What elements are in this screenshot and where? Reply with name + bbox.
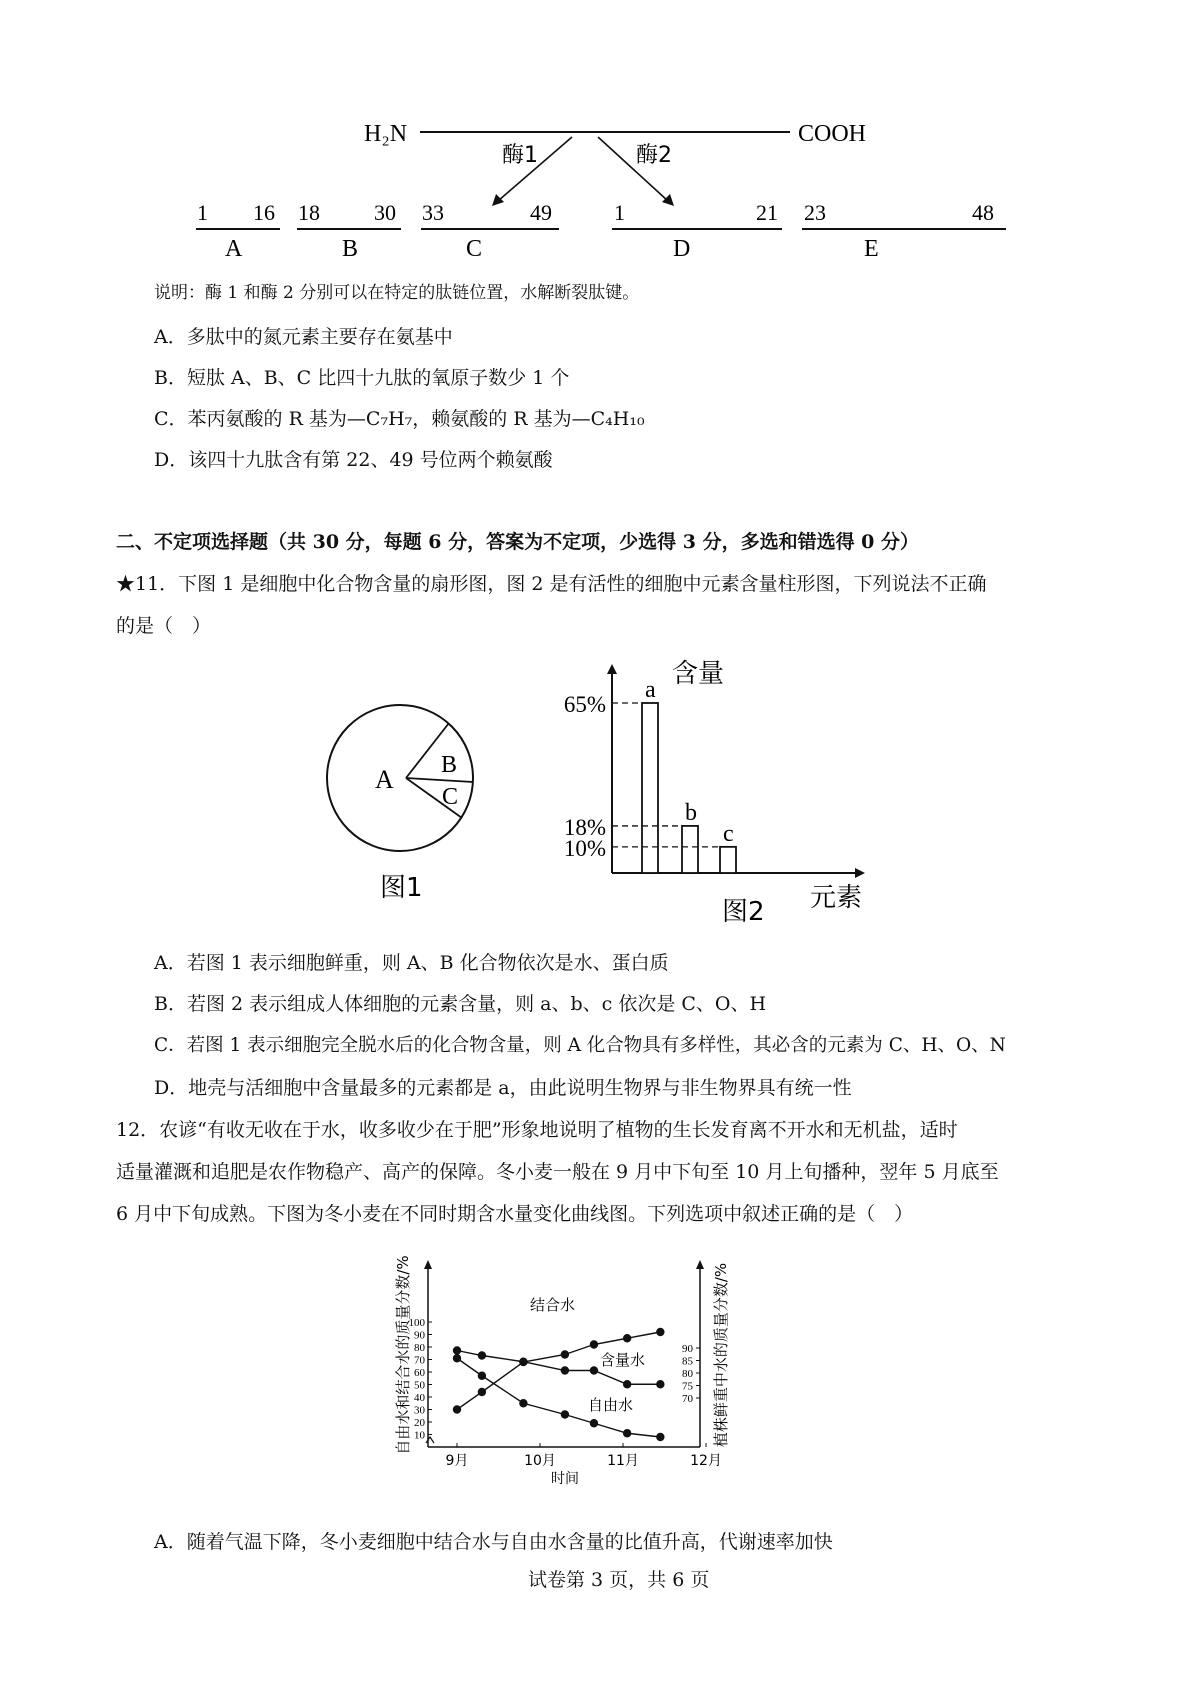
- x-tick-label: 11月: [607, 1453, 639, 1469]
- bar-b: [682, 826, 698, 873]
- q11-stem-line1: ★11．下图 1 是细胞中化合物含量的扇形图，图 2 是有活性的细胞中元素含量柱形图，下列说法不正确: [116, 573, 987, 595]
- svg-text:48: 48: [972, 200, 994, 225]
- x-tick-label: 9月: [445, 1453, 469, 1469]
- series-point-结合水: [590, 1340, 598, 1348]
- svg-text:23: 23: [804, 200, 826, 225]
- series-label-结合水: 结合水: [530, 1296, 576, 1314]
- series-point-自由水: [590, 1419, 598, 1427]
- pie-label-a: A: [375, 765, 394, 794]
- svg-text:18: 18: [298, 200, 320, 225]
- diagram-note: 说明：酶 1 和酶 2 分别可以在特定的肽链位置，水解断裂肽键。: [154, 283, 640, 303]
- series-point-结合水: [623, 1334, 631, 1342]
- right-y-tick-label: 70: [682, 1393, 693, 1405]
- q12-stem-line2: 适量灌溉和追肥是农作物稳产、高产的保障。冬小麦一般在 9 月中下旬至 10 月上旬播种，翌年 5 月底至: [116, 1161, 999, 1183]
- bar-c: [720, 847, 736, 873]
- q12-stem-line3: 6 月中下旬成熟。下图为冬小麦在不同时期含水量变化曲线图。下列选项中叙述正确的是（ ）: [116, 1203, 914, 1225]
- q10-option-c: C．苯丙氨酸的 R 基为—C₇H₇，赖氨酸的 R 基为—C₄H₁₀: [154, 408, 645, 430]
- left-y-tick-label: 20: [414, 1417, 425, 1429]
- svg-text:1: 1: [197, 200, 208, 225]
- series-point-含量水: [519, 1358, 527, 1366]
- bar-a: [642, 703, 658, 873]
- svg-text:E: E: [864, 236, 879, 262]
- line-left-y-arrow: [424, 1260, 432, 1269]
- bar-y-axis-label: 含量: [672, 659, 725, 689]
- right-y-tick-label: 75: [682, 1380, 693, 1393]
- svg-text:33: 33: [422, 200, 444, 225]
- right-y-tick-label: 80: [682, 1368, 693, 1380]
- q10-option-b: B．短肽 A、B、C 比四十九肽的氧原子数少 1 个: [154, 367, 570, 389]
- series-point-自由水: [519, 1399, 527, 1407]
- page-footer: 试卷第 3 页，共 6 页: [528, 1569, 710, 1591]
- left-y-tick-label: 90: [414, 1329, 425, 1342]
- section2-title: 二、不定项选择题（共 30 分，每题 6 分，答案为不定项，少选得 3 分，多选和错选得 0 分）: [116, 531, 920, 553]
- pie-label-c: C: [442, 784, 459, 810]
- enzyme1-arrowhead: [492, 194, 504, 206]
- enzyme2-arrowhead: [662, 194, 674, 206]
- bar-x-axis-arrow: [855, 868, 865, 878]
- bar-y-tick-b: 18%: [563, 814, 606, 840]
- pie-label-b: B: [441, 752, 458, 778]
- x-tick-label: 10月: [524, 1453, 556, 1469]
- q10-option-a: A．多肽中的氮元素主要存在氨基中: [154, 326, 453, 348]
- bar-label-b: b: [685, 799, 697, 826]
- bar-y-tick-a: 65%: [563, 692, 606, 717]
- pie-slice-bc-edge: [406, 778, 473, 782]
- left-y-tick-label: 80: [414, 1342, 425, 1354]
- svg-text:A: A: [225, 236, 243, 262]
- figure1-pie: [320, 690, 480, 910]
- left-y-tick-label: 10: [414, 1429, 425, 1442]
- bar-label-a: a: [645, 677, 656, 703]
- svg-text:16: 16: [253, 200, 275, 225]
- line-right-y-axis-label: 植株鲜重中水的质量分数/%: [712, 1262, 730, 1448]
- svg-text:1: 1: [614, 200, 625, 225]
- c-terminus-label: COOH: [798, 121, 867, 147]
- series-point-自由水: [453, 1354, 461, 1362]
- series-point-自由水: [478, 1372, 486, 1380]
- x-tick-label: 12月: [690, 1453, 722, 1469]
- figure2-bar-chart: [563, 650, 880, 930]
- left-y-tick-label: 70: [414, 1354, 425, 1367]
- series-point-含量水: [590, 1366, 598, 1374]
- series-label-含量水: 含量水: [600, 1351, 646, 1369]
- series-point-含量水: [478, 1351, 486, 1359]
- left-y-tick-label: 60: [414, 1367, 425, 1379]
- series-label-自由水: 自由水: [588, 1396, 634, 1414]
- series-point-自由水: [561, 1410, 569, 1418]
- series-point-自由水: [623, 1429, 631, 1437]
- q11-option-d: D．地壳与活细胞中含量最多的元素都是 a，由此说明生物界与非生物界具有统一性: [154, 1077, 852, 1099]
- series-point-含量水: [656, 1380, 664, 1388]
- q12-option-a: A．随着气温下降，冬小麦细胞中结合水与自由水含量的比值升高，代谢速率加快: [154, 1531, 833, 1553]
- series-point-结合水: [561, 1350, 569, 1358]
- n-terminus-label: H₂N: [364, 121, 408, 147]
- series-point-结合水: [453, 1405, 461, 1413]
- svg-text:B: B: [342, 236, 359, 262]
- peptide-diagram: [0, 0, 1200, 280]
- fragment-e: [802, 200, 1006, 262]
- svg-text:21: 21: [756, 200, 778, 225]
- svg-text:30: 30: [374, 200, 396, 225]
- fragment-d: [612, 200, 782, 262]
- bar-label-c: c: [723, 820, 734, 847]
- q11-option-c: C．若图 1 表示细胞完全脱水后的化合物含量，则 A 化合物具有多样性，其必含的元素为 C、H、O、N: [154, 1035, 1006, 1056]
- line-left-y-axis-label: 自由水和结合水的质量分数/%: [394, 1255, 412, 1455]
- pie-circle: [327, 705, 473, 851]
- series-point-含量水: [453, 1346, 461, 1354]
- series-point-自由水: [656, 1433, 664, 1441]
- figure1-caption: 图1: [380, 873, 423, 903]
- series-point-结合水: [656, 1328, 664, 1336]
- series-point-含量水: [623, 1380, 631, 1388]
- line-right-y-arrow: [696, 1260, 704, 1269]
- q10-option-d: D．该四十九肽含有第 22、49 号位两个赖氨酸: [154, 449, 553, 471]
- right-y-tick-label: 90: [682, 1343, 693, 1355]
- enzyme1-label: 酶1: [502, 143, 538, 168]
- svg-text:49: 49: [530, 200, 552, 225]
- q11-option-b: B．若图 2 表示组成人体细胞的元素含量，则 a、b、c 依次是 C、O、H: [154, 993, 767, 1015]
- left-y-tick-label: 100: [408, 1317, 425, 1329]
- right-y-tick-label: 85: [682, 1355, 693, 1368]
- svg-text:D: D: [673, 236, 691, 262]
- fragment-c: [421, 200, 559, 262]
- left-y-tick-label: 30: [414, 1404, 425, 1417]
- bar-y-axis-arrow: [607, 664, 617, 674]
- q11-option-a: A．若图 1 表示细胞鲜重，则 A、B 化合物依次是水、蛋白质: [154, 952, 669, 974]
- left-y-tick-label: 50: [414, 1379, 425, 1392]
- series-point-含量水: [561, 1366, 569, 1374]
- fragment-b: [297, 200, 401, 262]
- water-content-line-chart: [394, 1250, 810, 1510]
- svg-text:C: C: [466, 236, 483, 262]
- figure2-caption: 图2: [722, 897, 765, 927]
- q11-stem-line2: 的是（ ）: [116, 615, 212, 637]
- bar-x-axis-label: 元素: [810, 883, 863, 913]
- left-y-tick-label: 40: [414, 1392, 425, 1404]
- enzyme2-label: 酶2: [636, 143, 672, 168]
- axis-break-mark: [426, 1437, 434, 1443]
- q12-stem-line1: 12．农谚“有收无收在于水，收多收少在于肥”形象地说明了植物的生长发育离不开水和无机盐，适时: [116, 1119, 958, 1141]
- fragment-a: [196, 200, 280, 262]
- bar-y-tick-c: 10%: [563, 835, 606, 861]
- line-x-axis-label: 时间: [551, 1471, 579, 1487]
- series-point-结合水: [478, 1388, 486, 1396]
